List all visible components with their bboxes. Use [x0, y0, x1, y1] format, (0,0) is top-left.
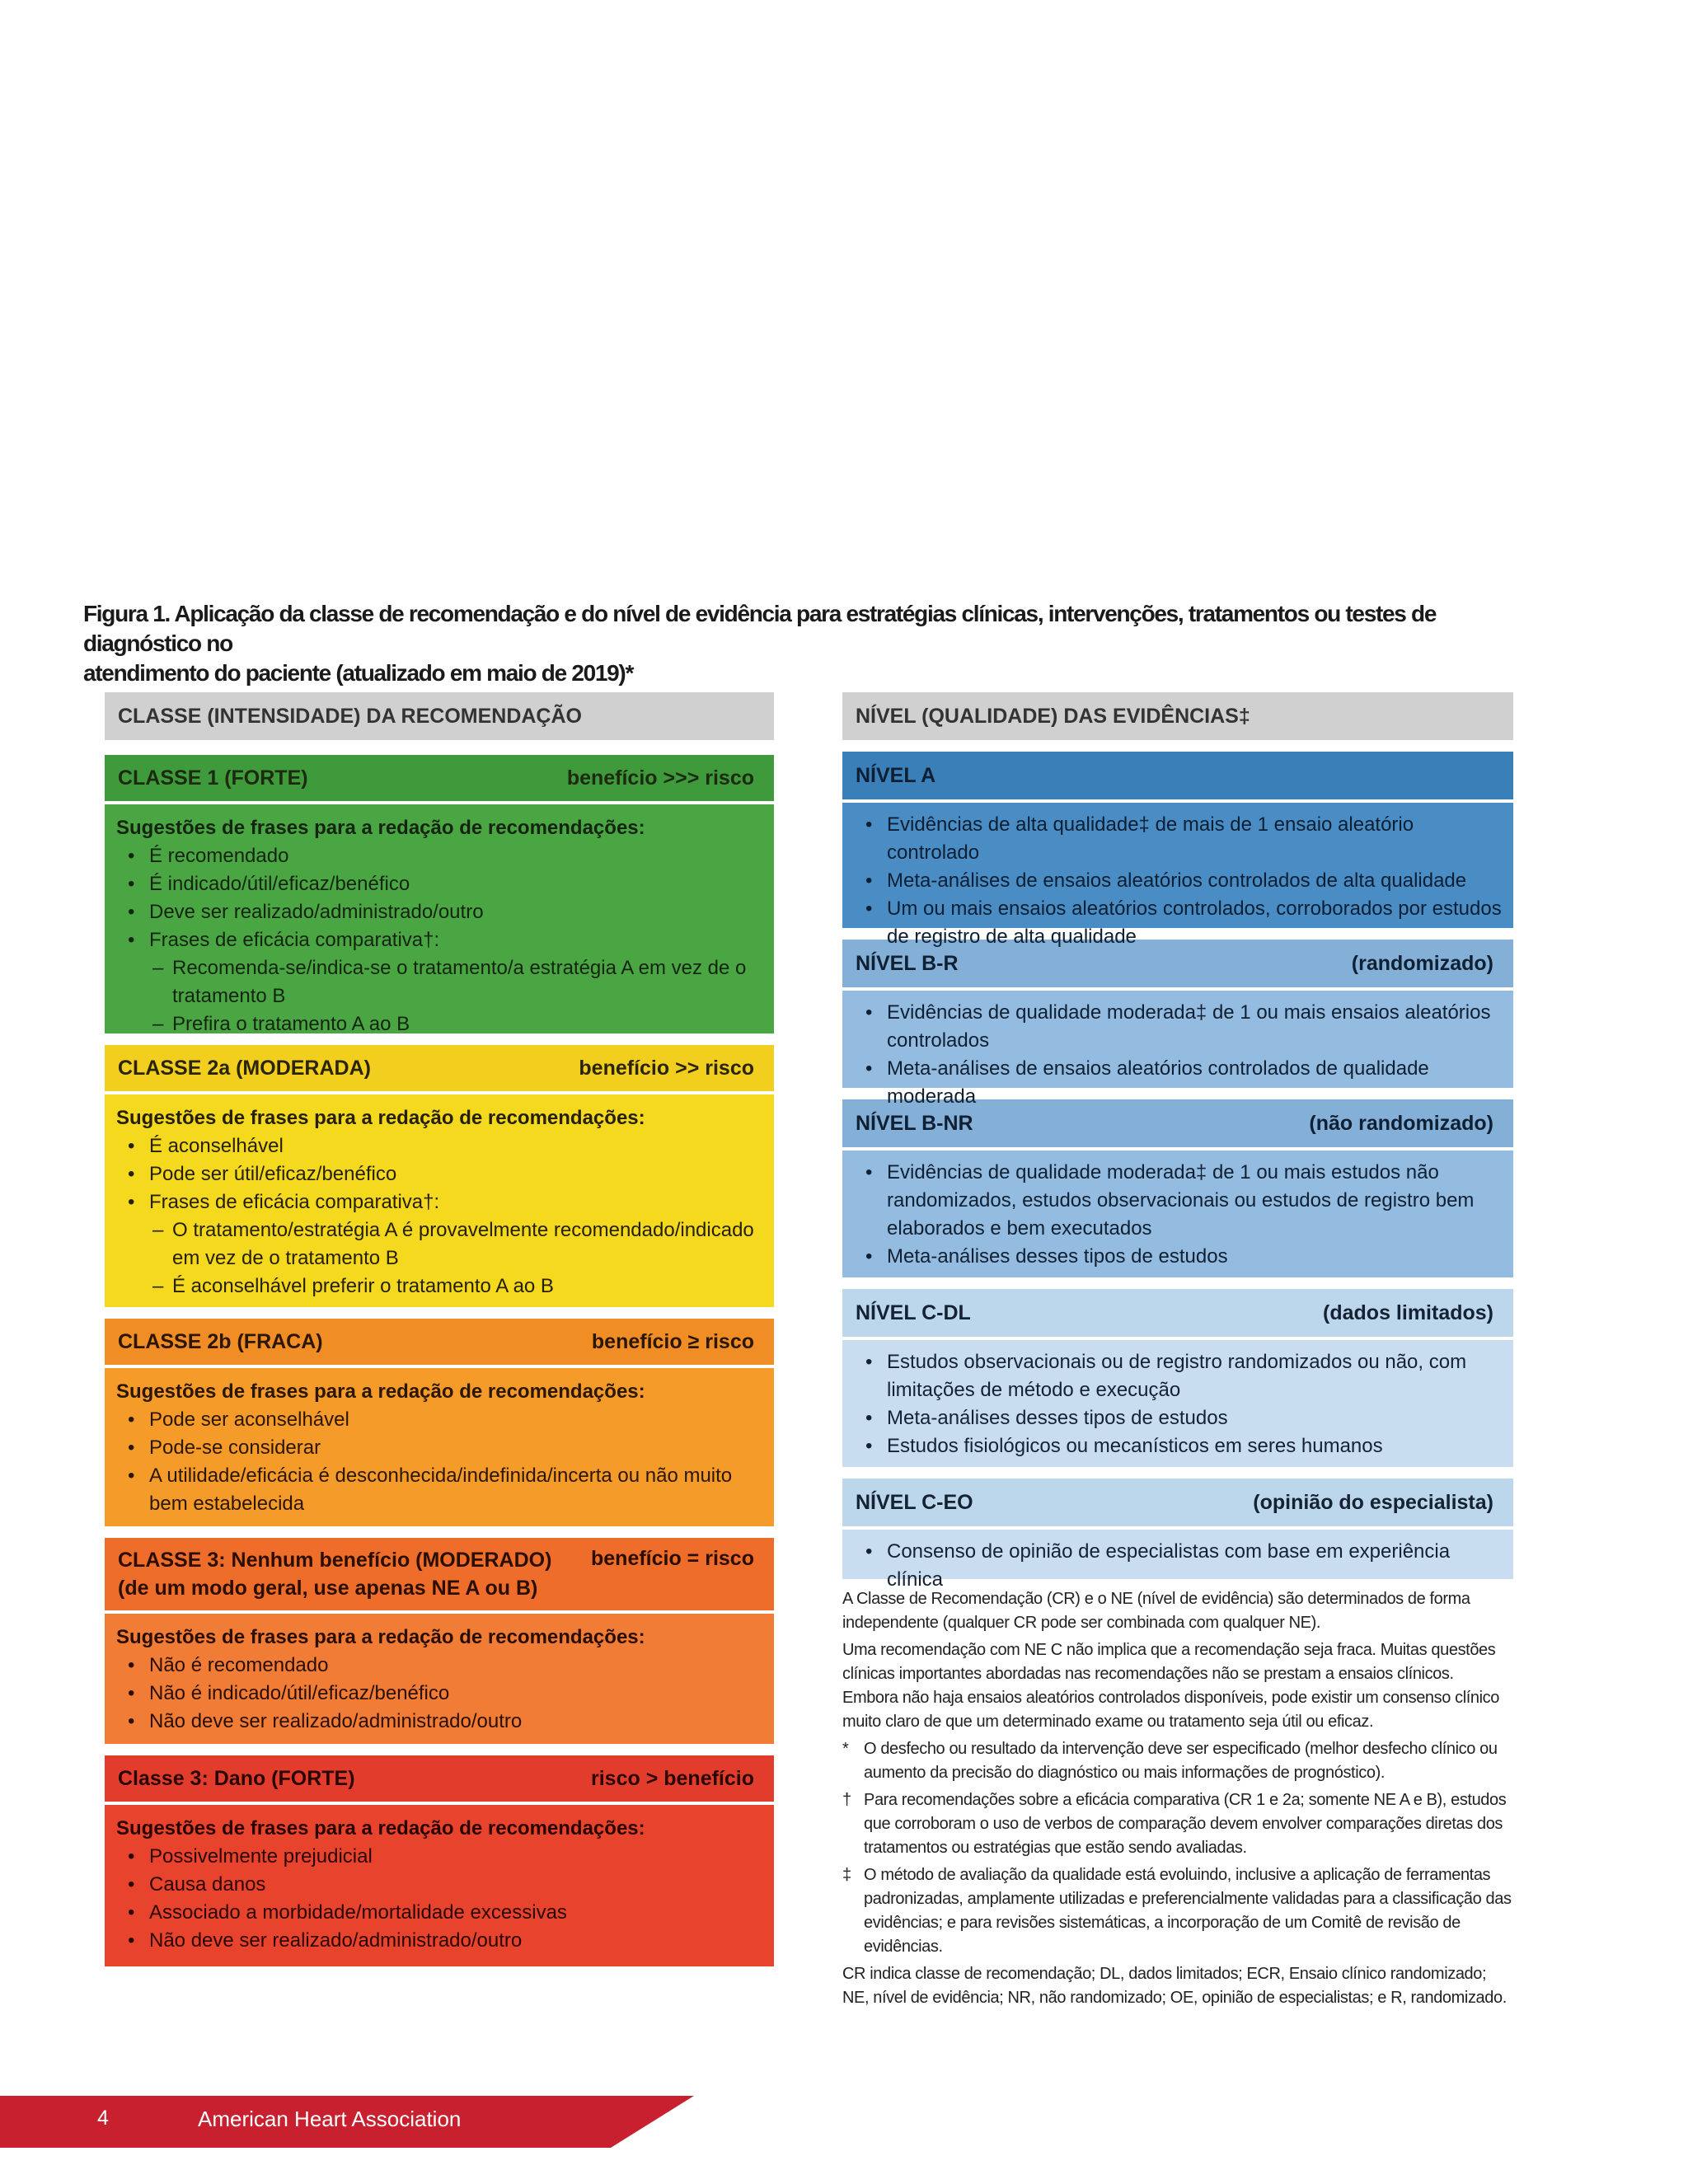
footnote-symbol: ‡ [842, 1866, 851, 1884]
level-a-title: NÍVEL A [856, 763, 936, 787]
level-c-eo-header [842, 1479, 1513, 1526]
class-3-harm-header [105, 1755, 774, 1802]
note-paragraph: CR indica classe de recomendação; DL, dados limitados; ECR, Ensaio clínico randomizado; NE, nível de evidência; NR, não randomizado; OE, opinião de especialistas; e R, randomizado. [842, 1965, 1507, 2007]
class-3-harm-body [105, 1805, 774, 1966]
recommendation-class-column [105, 692, 774, 1966]
list-item: • Estudos observacionais ou de registro randomizados ou não, com limitações de método e execução [887, 1348, 1507, 1404]
list-item: • Não deve ser realizado/administrado/outro [149, 1927, 756, 1955]
class-1-ratio: benefício >>> risco [566, 766, 754, 790]
class-3-harm-ratio: risco > benefício [591, 1766, 754, 1790]
level-b-nr-tag: (não randomizado) [1309, 1111, 1493, 1135]
suggestions-label: Sugestões de frases para a redação de recomendações: [116, 1626, 645, 1648]
footnote [842, 1788, 1513, 1860]
class-3-no-benefit-ratio: benefício = risco [591, 1547, 754, 1570]
list-item: • Consenso de opinião de especialistas com base em experiência clínica [887, 1538, 1507, 1594]
list-item: • Pode ser útil/eficaz/benéfico [149, 1160, 756, 1188]
class-3-no-benefit-title [118, 1546, 551, 1602]
list-item: • A utilidade/eficácia é desconhecida/indefinida/incerta ou não muito bem estabelecida [149, 1462, 756, 1518]
level-b-r-title: NÍVEL B-R [856, 951, 959, 975]
list-item: • Evidências de alta qualidade‡ de mais de 1 ensaio aleatório controlado [887, 811, 1507, 867]
class-2b-header [105, 1319, 774, 1365]
class-2b-ratio: benefício ≥ risco [591, 1329, 754, 1353]
list-item: • Evidências de qualidade moderada‡ de 1 ou mais estudos não randomizados, estudos observacionais ou estudos de registro bem elaborados e bem executados [887, 1159, 1507, 1243]
suggestions-label: Sugestões de frases para a redação de recomendações: [116, 1380, 645, 1403]
level-c-dl-tag: (dados limitados) [1323, 1301, 1493, 1324]
class-3-no-benefit-title-line-2: (de um modo geral, use apenas NE A ou B) [118, 1577, 538, 1600]
caption-line-1: Figura 1. Aplicação da classe de recomendação e do nível de evidência para estratégias clínicas, intervenções, tratamentos ou testes de diagnóstico no [83, 601, 1437, 656]
footnote-symbol: † [842, 1791, 851, 1809]
list-item: • Um ou mais ensaios aleatórios controlados, corroborados por estudos de registro de alta qualidade [887, 895, 1507, 951]
list-item: • Frases de eficácia comparativa†: [149, 926, 756, 954]
level-c-eo-body [842, 1530, 1513, 1591]
list-item: • Frases de eficácia comparativa†: [149, 1188, 756, 1216]
footnote-text: O método de avaliação da qualidade está evoluindo, inclusive a aplicação de ferramentas padronizadas, amplamente utilizadas e preferencialmente validadas para a classificação das evidências; e para revisões sistemáticas, a incorporação de um Comitê de revisão de evidências. [864, 1866, 1512, 1956]
list-item: • Estudos fisiológicos ou mecanísticos em seres humanos [887, 1432, 1507, 1460]
class-3-no-benefit-title-line-1: CLASSE 3: Nenhum benefício (MODERADO) [118, 1549, 552, 1572]
evidence-level-column [842, 692, 1513, 2013]
class-column-header: CLASSE (INTENSIDADE) DA RECOMENDAÇÃO [105, 692, 774, 740]
footnote-text: O desfecho ou resultado da intervenção deve ser especificado (melhor desfecho clínico ou aumento da precisão do diagnóstico ou mais informações de prognóstico). [864, 1740, 1498, 1782]
class-2a-header [105, 1045, 774, 1091]
class-1-title: CLASSE 1 (FORTE) [118, 766, 308, 790]
list-item: – É aconselhável preferir o tratamento A ao B [172, 1272, 756, 1301]
page-number: 4 [97, 2107, 109, 2130]
note-paragraph: Uma recomendação com NE C não implica que a recomendação seja fraca. Muitas questões clínicas importantes abordadas nas recomendações não se prestam a ensaios clínicos. Embora não haja ensaios aleatórios controlados disponíveis, pode existir um consenso clínico muito claro de que um determinado exame ou tratamento seja útil ou eficaz. [842, 1641, 1500, 1731]
list-item: • Pode ser aconselhável [149, 1406, 756, 1434]
list-item: • Não é indicado/útil/eficaz/benéfico [149, 1680, 756, 1708]
list-item: • É indicado/útil/eficaz/benéfico [149, 870, 756, 898]
figure-notes [842, 1587, 1513, 2010]
class-3-no-benefit-header [105, 1538, 774, 1610]
list-item: • Meta-análises de ensaios aleatórios controlados de alta qualidade [887, 867, 1507, 895]
list-item: • Evidências de qualidade moderada‡ de 1 ou mais ensaios aleatórios controlados [887, 999, 1507, 1055]
class-2a-ratio: benefício >> risco [579, 1056, 754, 1080]
list-item: – O tratamento/estratégia A é provavelmente recomendado/indicado em vez de o tratamento B [172, 1216, 756, 1272]
level-c-eo-tag: (opinião do especialista) [1253, 1490, 1493, 1514]
list-item: – Recomenda-se/indica-se o tratamento/a estratégia A em vez de o tratamento B [172, 954, 756, 1010]
list-item: • Meta-análises de ensaios aleatórios controlados de qualidade moderada [887, 1055, 1507, 1111]
list-item: • Pode-se considerar [149, 1434, 756, 1462]
figure-caption [83, 599, 1550, 688]
footnote [842, 1737, 1513, 1785]
list-item: • Possivelmente prejudicial [149, 1843, 756, 1871]
class-2b-body [105, 1368, 774, 1526]
list-item: • Não deve ser realizado/administrado/outro [149, 1708, 756, 1736]
footnote-text: Para recomendações sobre a eficácia comparativa (CR 1 e 2a; somente NE A e B), estudos que corroboram o uso de verbos de comparação devem envolver comparações diretas dos tratamentos ou estratégias que estão sendo avaliadas. [864, 1791, 1507, 1857]
level-a-body [842, 803, 1513, 948]
class-1-body [105, 804, 774, 1033]
footnote [842, 1863, 1513, 1959]
list-item: • É recomendado [149, 842, 756, 870]
level-c-dl-header [842, 1289, 1513, 1337]
class-2a-body [105, 1094, 774, 1307]
footnote-symbol: * [842, 1740, 849, 1758]
caption-line-2: atendimento do paciente (atualizado em maio de 2019)* [83, 660, 634, 686]
level-c-dl-body [842, 1340, 1513, 1467]
level-c-dl-title: NÍVEL C-DL [856, 1301, 971, 1324]
class-2b-title: CLASSE 2b (FRACA) [118, 1329, 323, 1353]
list-item: • Causa danos [149, 1871, 756, 1899]
list-item: • É aconselhável [149, 1132, 756, 1160]
level-a-header [842, 752, 1513, 799]
suggestions-label: Sugestões de frases para a redação de recomendações: [116, 1817, 645, 1840]
class-2a-title: CLASSE 2a (MODERADA) [118, 1056, 371, 1080]
class-1-header [105, 755, 774, 801]
level-c-eo-title: NÍVEL C-EO [856, 1490, 973, 1514]
list-item: • Meta-análises desses tipos de estudos [887, 1243, 1507, 1271]
list-item: • Deve ser realizado/administrado/outro [149, 898, 756, 926]
list-item: • Meta-análises desses tipos de estudos [887, 1404, 1507, 1432]
list-item: • Não é recomendado [149, 1652, 756, 1680]
list-item: • Associado a morbidade/mortalidade excessivas [149, 1899, 756, 1927]
suggestions-label: Sugestões de frases para a redação de recomendações: [116, 1107, 645, 1129]
class-3-no-benefit-body [105, 1614, 774, 1744]
note-paragraph: A Classe de Recomendação (CR) e o NE (nível de evidência) são determinados de forma independente (qualquer CR pode ser combinada com qualquer NE). [842, 1590, 1470, 1632]
level-b-r-tag: (randomizado) [1351, 951, 1493, 975]
level-b-nr-title: NÍVEL B-NR [856, 1111, 973, 1135]
level-column-header: NÍVEL (QUALIDADE) DAS EVIDÊNCIAS‡ [842, 692, 1513, 740]
footer-organization: American Heart Association [198, 2107, 462, 2131]
suggestions-label: Sugestões de frases para a redação de recomendações: [116, 817, 645, 839]
list-item: – Prefira o tratamento A ao B [172, 1010, 756, 1038]
level-b-nr-body [842, 1151, 1513, 1277]
class-3-harm-title: Classe 3: Dano (FORTE) [118, 1766, 355, 1790]
level-b-r-body [842, 991, 1513, 1108]
